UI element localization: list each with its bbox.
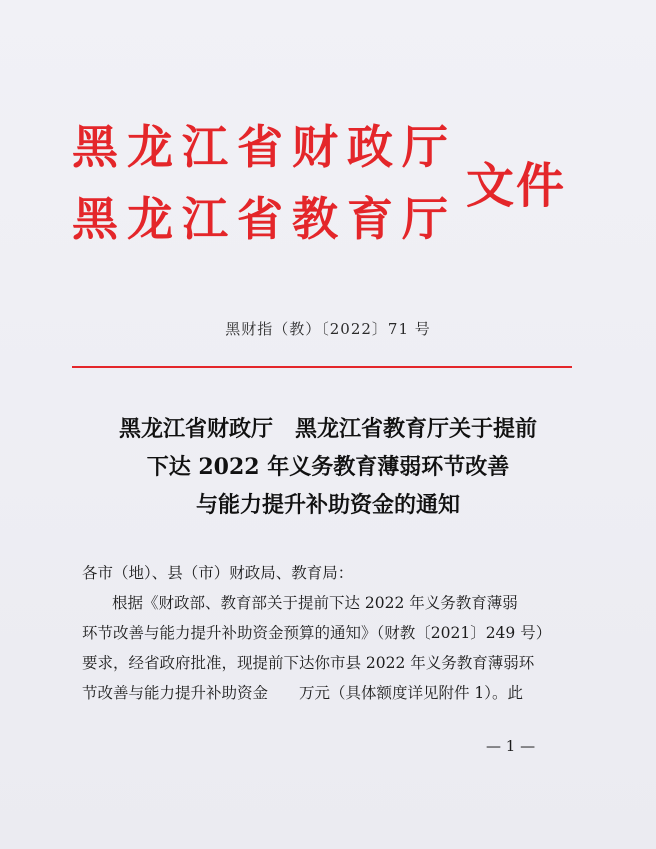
page-number: — 1 — [486,737,536,755]
title-line: 下达 2022 年义务教育薄弱环节改善 [146,454,510,480]
title-line: 黑龙江省财政厅 黑龙江省教育厅关于提前 [118,416,537,442]
document-title [0,410,656,524]
paragraph-line: 节改善与能力提升补助资金 万元（具体额度详见附件 1）。此 [82,684,524,702]
salutation: 各市（地）、县（市）财政局、教育局： [82,564,354,582]
document-body [82,558,582,708]
paragraph-line: 根据《财政部、教育部关于提前下达 2022 年义务教育薄弱 [112,594,518,612]
document-type-label: 文件 [466,158,567,214]
paragraph-line: 环节改善与能力提升补助资金预算的通知》（财教〔2021〕249 号） [82,624,552,642]
paragraph-line: 要求，经省政府批准，现提前下达你市县 2022 年义务教育薄弱环 [82,654,535,672]
red-divider-line [72,366,572,368]
issuer-name-education: 黑龙江省教育厅 [72,192,457,246]
title-line: 与能力提升补助资金的通知 [195,492,460,518]
document-number: 黑财指（教）〔2022〕71 号 [225,320,431,338]
issuer-name-finance: 黑龙江省财政厅 [72,120,457,174]
